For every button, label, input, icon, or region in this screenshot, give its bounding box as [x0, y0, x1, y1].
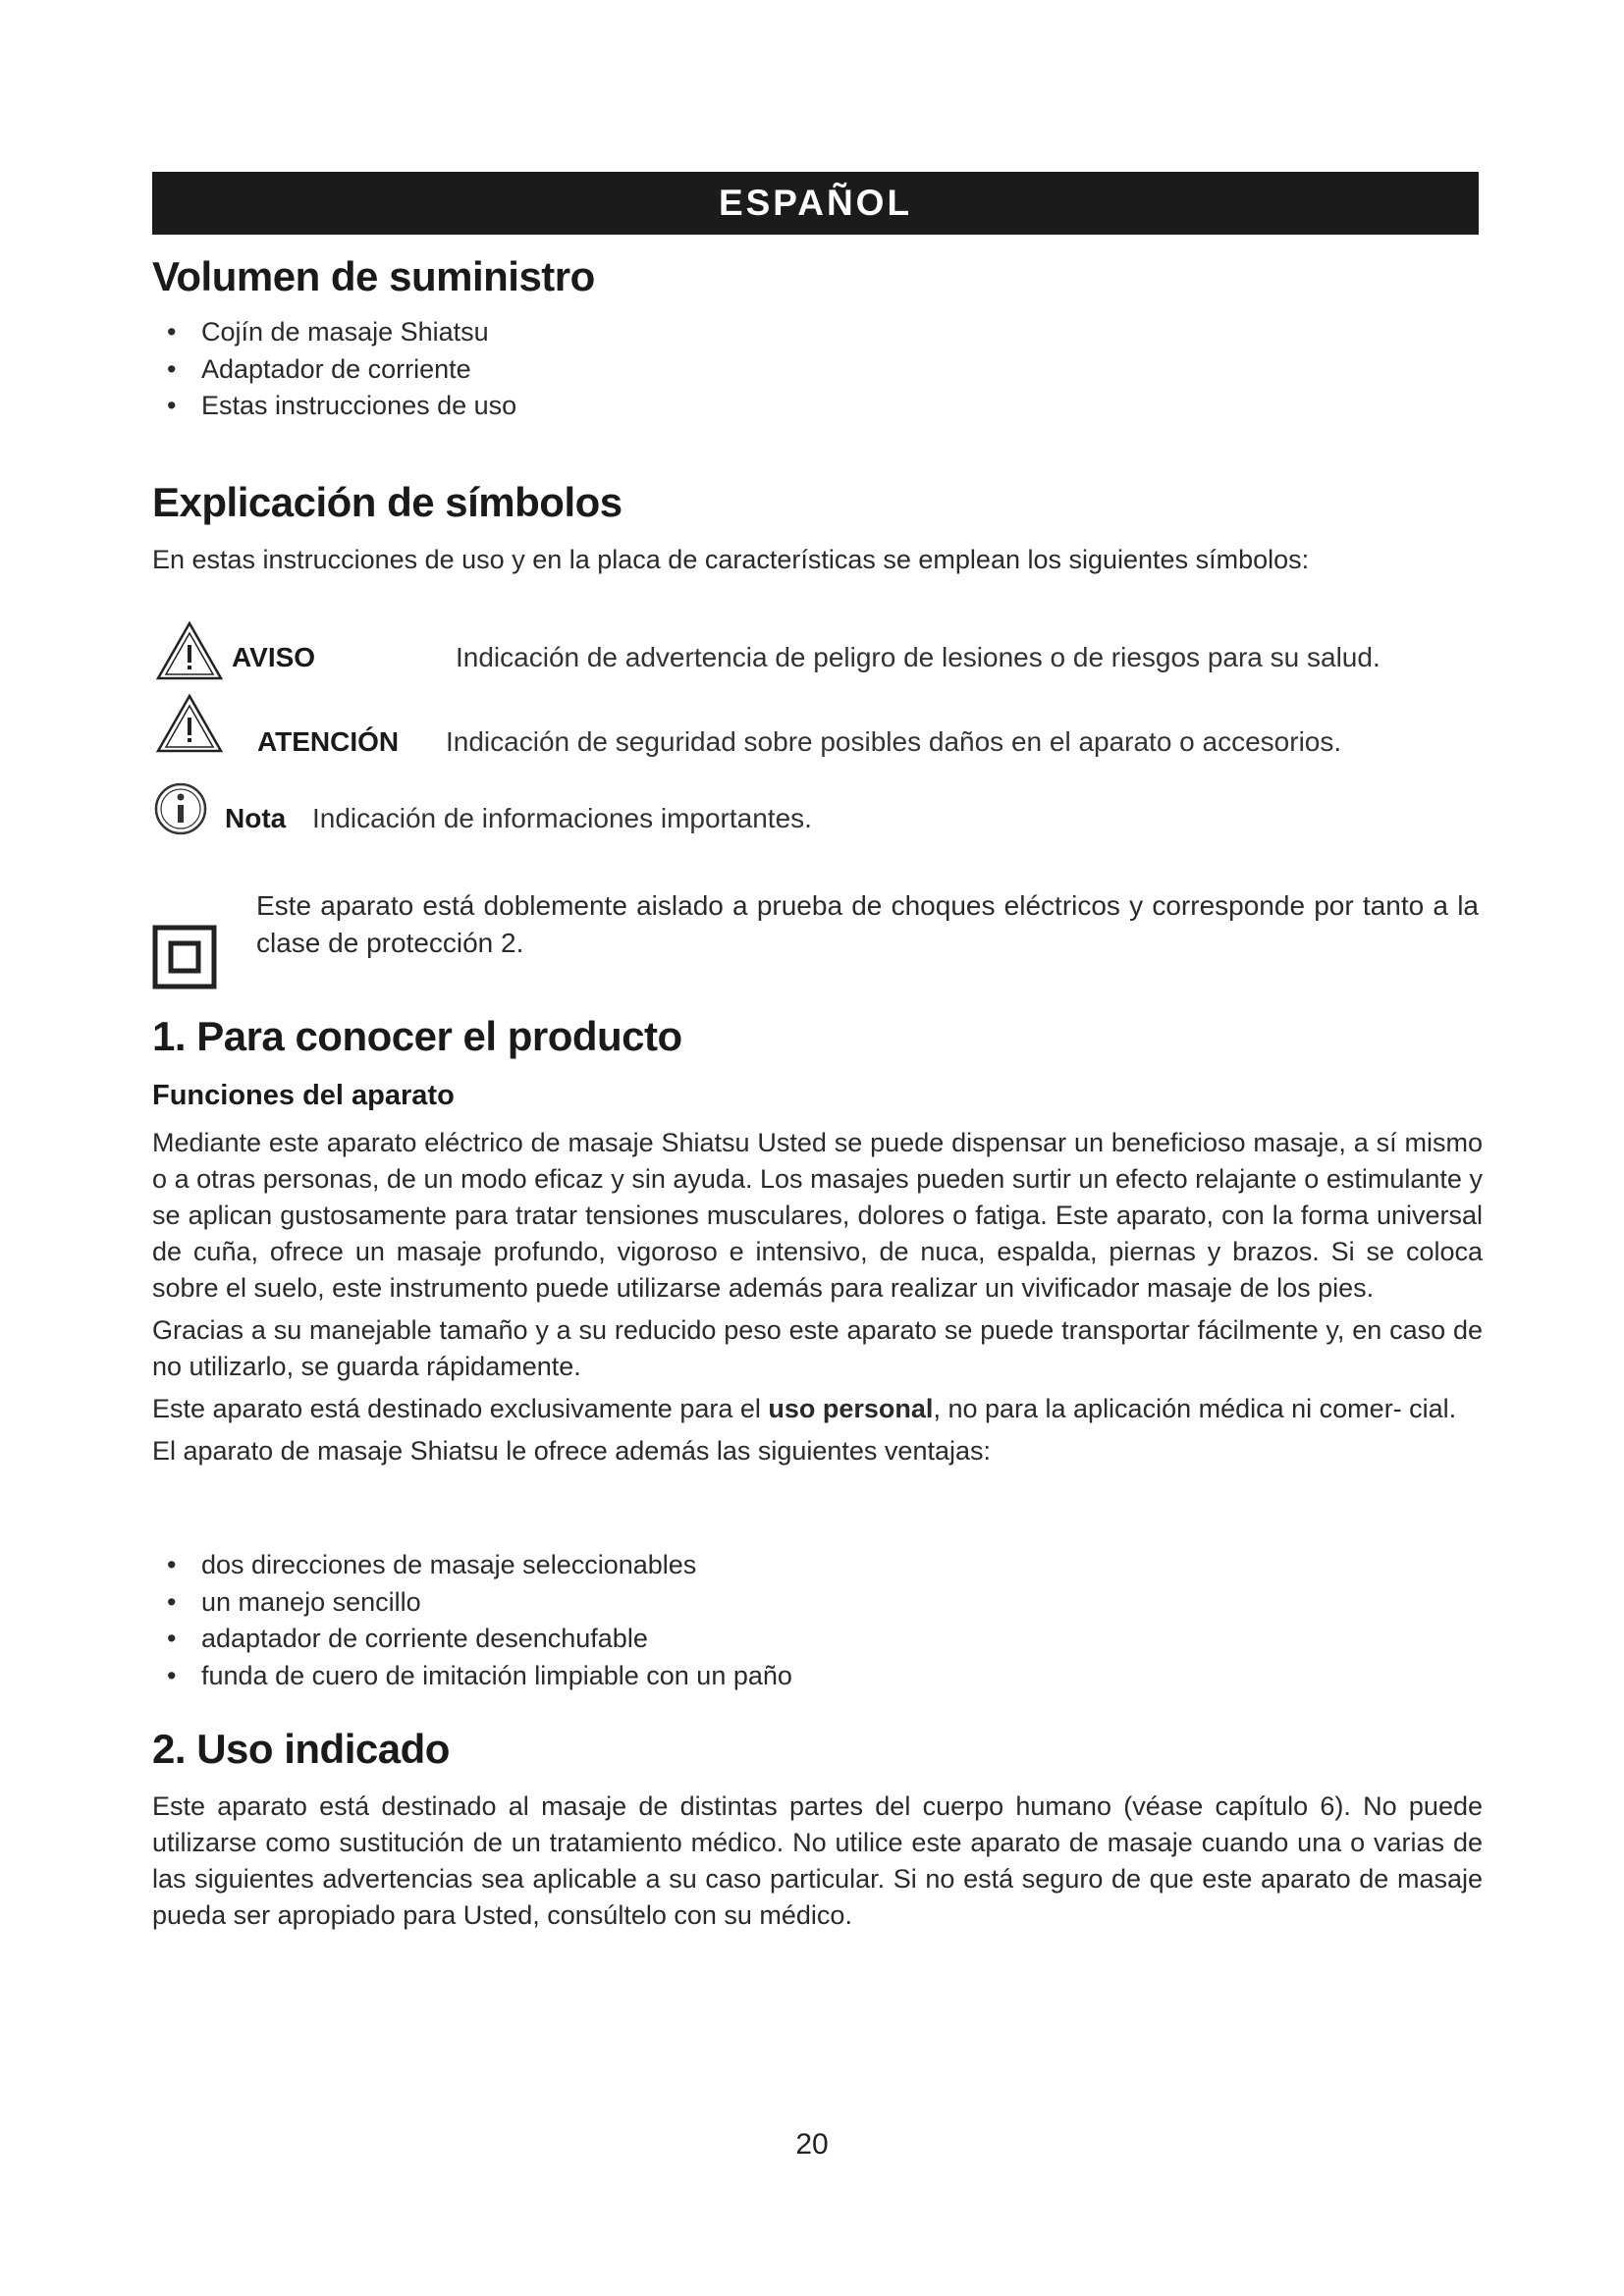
symbols-title: Explicación de símbolos — [152, 479, 623, 525]
page-number: 20 — [795, 2128, 829, 2161]
note-label: Nota — [225, 803, 287, 833]
caution-description: Indicación de seguridad sobre posibles daños en el aparato o accesorios. — [446, 726, 1342, 757]
caution-label: ATENCIÓN — [257, 726, 400, 757]
language-banner: ESPAÑOL — [152, 172, 1479, 235]
info-icon — [153, 781, 208, 836]
warning-description: Indicación de advertencia de peligro de lesiones o de riesgos para su salud. — [456, 642, 1380, 672]
list-item: • dos direcciones de masaje seleccionables — [152, 1547, 792, 1584]
advantages-intro: El aparato de masaje Shiatsu le ofrece además las siguientes ventajas: — [152, 1436, 991, 1466]
paragraph: Mediante este aparato eléctrico de masaje Shiatsu Usted se puede dispensar un beneficioso masaje, a sí mismo o a otras personas, de un modo eficaz y sin ayuda. Los masajes pueden surtir un efecto relajante o estimulante y se aplican gustosamente para tratar tensiones musculares, dolores o fatiga. Este aparato, con la forma universal de cuña, ofrece un masaje profundo, vigoroso e intensivo, de nuca, espalda, piernas y brazos. Si se coloca sobre el suelo, este instrumento puede utilizarse además para realizar un vivificador masaje de los pies. — [152, 1128, 1483, 1303]
section-2-body: Este aparato está destinado al masaje de distintas partes del cuerpo humano (véase capítulo 6). No puede utilizarse como sustitución de un tratamiento médico. No utilice este aparato de masaje cuando una o varias de las siguientes advertencias sea aplicable a su caso particular. Si no está seguro de que este aparato de masaje pueda ser apropiado para Usted, consúltelo con su médico. — [152, 1791, 1483, 1930]
caution-triangle-icon — [155, 693, 224, 754]
list-item: • un manejo sencillo — [152, 1584, 792, 1622]
note-description: Indicación de informaciones importantes. — [312, 803, 812, 833]
emphasis-text: uso personal — [768, 1394, 934, 1423]
list-item: • Cojín de masaje Shiatsu — [152, 314, 516, 351]
supply-list — [152, 314, 516, 425]
warning-triangle-icon — [155, 620, 224, 681]
paragraph: Gracias a su manejable tamaño y a su reducido peso este aparato se puede transportar fácilmente y, en caso de no utilizarlo, se guarda rápidamente. — [152, 1315, 1483, 1381]
list-item: • Adaptador de corriente — [152, 351, 516, 389]
paragraph: Este aparato está destinado exclusivamente para el uso personal, no para la aplicación médica ni comer- cial. — [152, 1394, 1457, 1423]
section-1-subtitle: Funciones del aparato — [152, 1080, 455, 1111]
symbols-intro: En estas instrucciones de uso y en la placa de características se emplean los siguientes símbolos: — [152, 545, 1310, 574]
list-item: • funda de cuero de imitación limpiable con un paño — [152, 1658, 792, 1695]
supply-title: Volumen de suministro — [152, 253, 595, 299]
warning-label: AVISO — [232, 642, 316, 672]
protection-class-2-icon — [152, 925, 217, 989]
list-item: • adaptador de corriente desenchufable — [152, 1621, 792, 1658]
section-1-body — [152, 1125, 1483, 1469]
advantages-list — [152, 1547, 792, 1694]
section-2-title: 2. Uso indicado — [152, 1726, 450, 1772]
list-item: • Estas instrucciones de uso — [152, 388, 516, 425]
protection-class-2-description: Este aparato está doblemente aislado a prueba de choques eléctricos y corresponde por tanto a la clase de protección 2. — [256, 890, 1479, 958]
section-1-title: 1. Para conocer el producto — [152, 1013, 682, 1059]
